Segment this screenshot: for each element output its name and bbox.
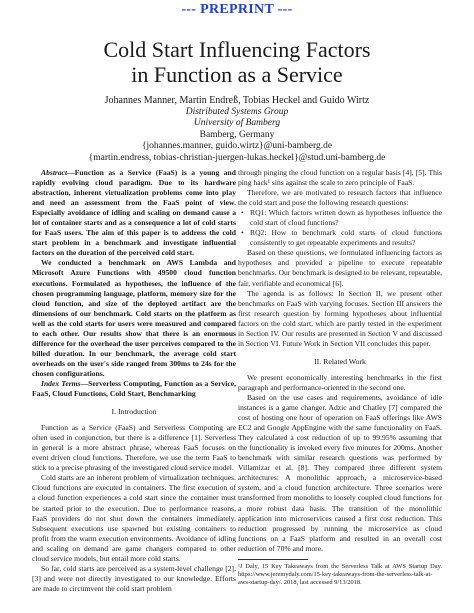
preprint-banner: --- PREPRINT ---	[181, 2, 293, 17]
abstract-paragraph-2: We conducted a benchmark on AWS Lambda and Microsoft Azure Functions with 49500 cloud function executions. Formulated as hypotheses, the influence of the chosen programming language, platform, memory size for the cloud function, and size of the deployed artifact are the dimensions of our benchmark. Cold starts on the platform as well as the cold starts for users were measured and compared to each other. Our results show that there is an enormous difference for the overhead the user perceives compared to the billed duration. In our benchmark, the average cold start overheads on the user's side ranged from 300ms to 24s for the chosen configurations.	[32, 258, 236, 378]
right-paragraph-5: We present economically interesting benchmarks in the first paragraph and performance-oriented in the second one.	[238, 372, 442, 392]
index-terms-label: Index Terms	[41, 378, 81, 388]
right-paragraph-2: Therefore, we are motivated to research factors that influence the cold start and pose the following research questions:	[238, 188, 442, 208]
intro-paragraph-2: Cold starts are an inherent problem of virtualization techniques. Cloud functions are executed in containers. The first execution of a cloud function experiences a cold start since the container must be started prior to the execution. Due to performance reasons, FaaS providers do not shut down the containers immediately. Subsequent executions use spawned but existing containers to profit from the warm execution environments. Avoidance of idling and scaling on demand are game changers compared to other cloud service models, but entail more cold starts.	[32, 473, 236, 563]
research-questions-list	[238, 208, 442, 248]
right-paragraph-1: through pinging the cloud function on a regular basis [4], [5]. This ping hack¹ sins against the scale to zero principle of FaaS.	[238, 168, 442, 188]
abstract	[32, 168, 236, 258]
index-terms	[32, 379, 236, 399]
author-block	[0, 95, 474, 165]
author-location: Bamberg, Germany	[199, 129, 275, 140]
title-line-1: Cold Start Influencing Factors	[103, 37, 371, 62]
abstract-text: —Function as a Service (FaaS) is a young and rapidly evolving cloud paradigm. Due to its hardware abstraction, inherent virtualization problems come into play and need an assessment from the FaaS point of view. Especially avoidance of idling and scaling on demand cause a lot of container starts and as a consequence a lot of cold starts for FaaS users. The aim of this paper is to address the cold start problem in a benchmark and investigate influential factors on the duration of the perceived cold start.	[32, 168, 236, 258]
paper-title	[0, 37, 474, 87]
research-question-1: RQ1: Which factors written down as hypotheses influence the cold start of cloud functions?	[250, 208, 442, 228]
section-heading-related-work: II. Related Work	[314, 356, 366, 366]
abstract-label: Abstract	[41, 168, 68, 177]
author-names: Johannes Manner, Martin Endreß, Tobias Heckel and Guido Wirtz	[104, 95, 370, 106]
footnote: ¹J Daly, 15 Key Takeaways from the Serverless Talk at AWS Startup Day. https://www.jeremydaly.com/15-key-takeaways-from-the-serverless-talk-at-aws-startup-day/. 2018, last accessed 9/13/2018.	[238, 562, 442, 586]
footnote-divider	[238, 559, 308, 560]
right-paragraph-3: Based on these questions, we formulated influencing factors as hypotheses and provided a pipeline to execute repeatable benchmarks. Our benchmark is designed to be relevant, repeatable, fair, verifiable and economical [6].	[238, 248, 442, 288]
right-column	[238, 168, 442, 587]
author-email-2: {martin.endress, tobias-christian-juergen-lukas.heckel}@stud.uni-bamberg.de	[88, 152, 386, 163]
intro-paragraph-3: So far, cold starts are perceived as a system-level challenge [2], [3] and were not directly investigated to our knowledge. Efforts are made to circumvent the cold start problem	[32, 563, 236, 593]
author-university: University of Bamberg	[193, 118, 281, 129]
research-question-2: RQ2: How to benchmark cold starts of cloud functions consistently to get repeatable experiments and results?	[250, 228, 442, 248]
intro-paragraph-1: Function as a Service (FaaS) and Serverless Computing are often used in conjunction, but there is a difference [1]. Serverless in general is a more abstract phrase, whereas FaaS focuses on event driven cloud functions. Therefore, we use the term FaaS to stick to a precise phrasing of the investigated cloud service model.	[32, 423, 236, 473]
bullet-icon: •	[241, 208, 244, 218]
index-terms-text: —Serverless Computing, Function as a Service, FaaS, Cloud Functions, Cold Start, Benchmarking	[32, 378, 236, 399]
section-heading-introduction: I. Introduction	[111, 407, 157, 417]
author-group: Distributed Systems Group	[185, 106, 289, 117]
right-paragraph-4: The agenda is as follows: In Section II, we present other benchmarks on FaaS with varying focuses. Section III answers the first research question by forming hypotheses about influential factors on the cold start, which are partly tested in the experiment in Section IV. Our results are presented in Section V and discussed in Section VI. Future Work in Section VII concludes this paper.	[238, 288, 442, 348]
right-paragraph-6: Based on the use cases and requirements, avoidance of idle instances is a game changer. Adzic and Chatley [7] compared the cost of hosting one hour of operation on FaaS offerings like AWS EC2 and Google AppEngine with the same functionality on FaaS. They calculated a cost reduction of up to 99.95% assuming that the functionality is invoked every five minutes for 200ms. Another benchmark with similar research questions was performed by Villamizar et al. [8]. They compared three different system architectures: A monolithic approach, a microservice-based system, and a cloud function architecture. Three scenarios were transformed from monoliths to loosely coupled cloud functions for a more robust data basis. The transition of the monolithic application into microservices caused a first cost reduction. This reduction progressed by running the microservice as cloud functions on a FaaS platform and resulted in an overall cost reduction of 70% and more.	[238, 392, 442, 553]
list-item	[238, 208, 442, 228]
left-column	[32, 168, 236, 594]
title-line-2: in Function as a Service	[131, 62, 343, 87]
list-item	[238, 228, 442, 248]
bullet-icon: •	[241, 228, 244, 238]
author-email-1: {johannes.manner, guido.wirtz}@uni-bamberg.de	[141, 141, 333, 152]
